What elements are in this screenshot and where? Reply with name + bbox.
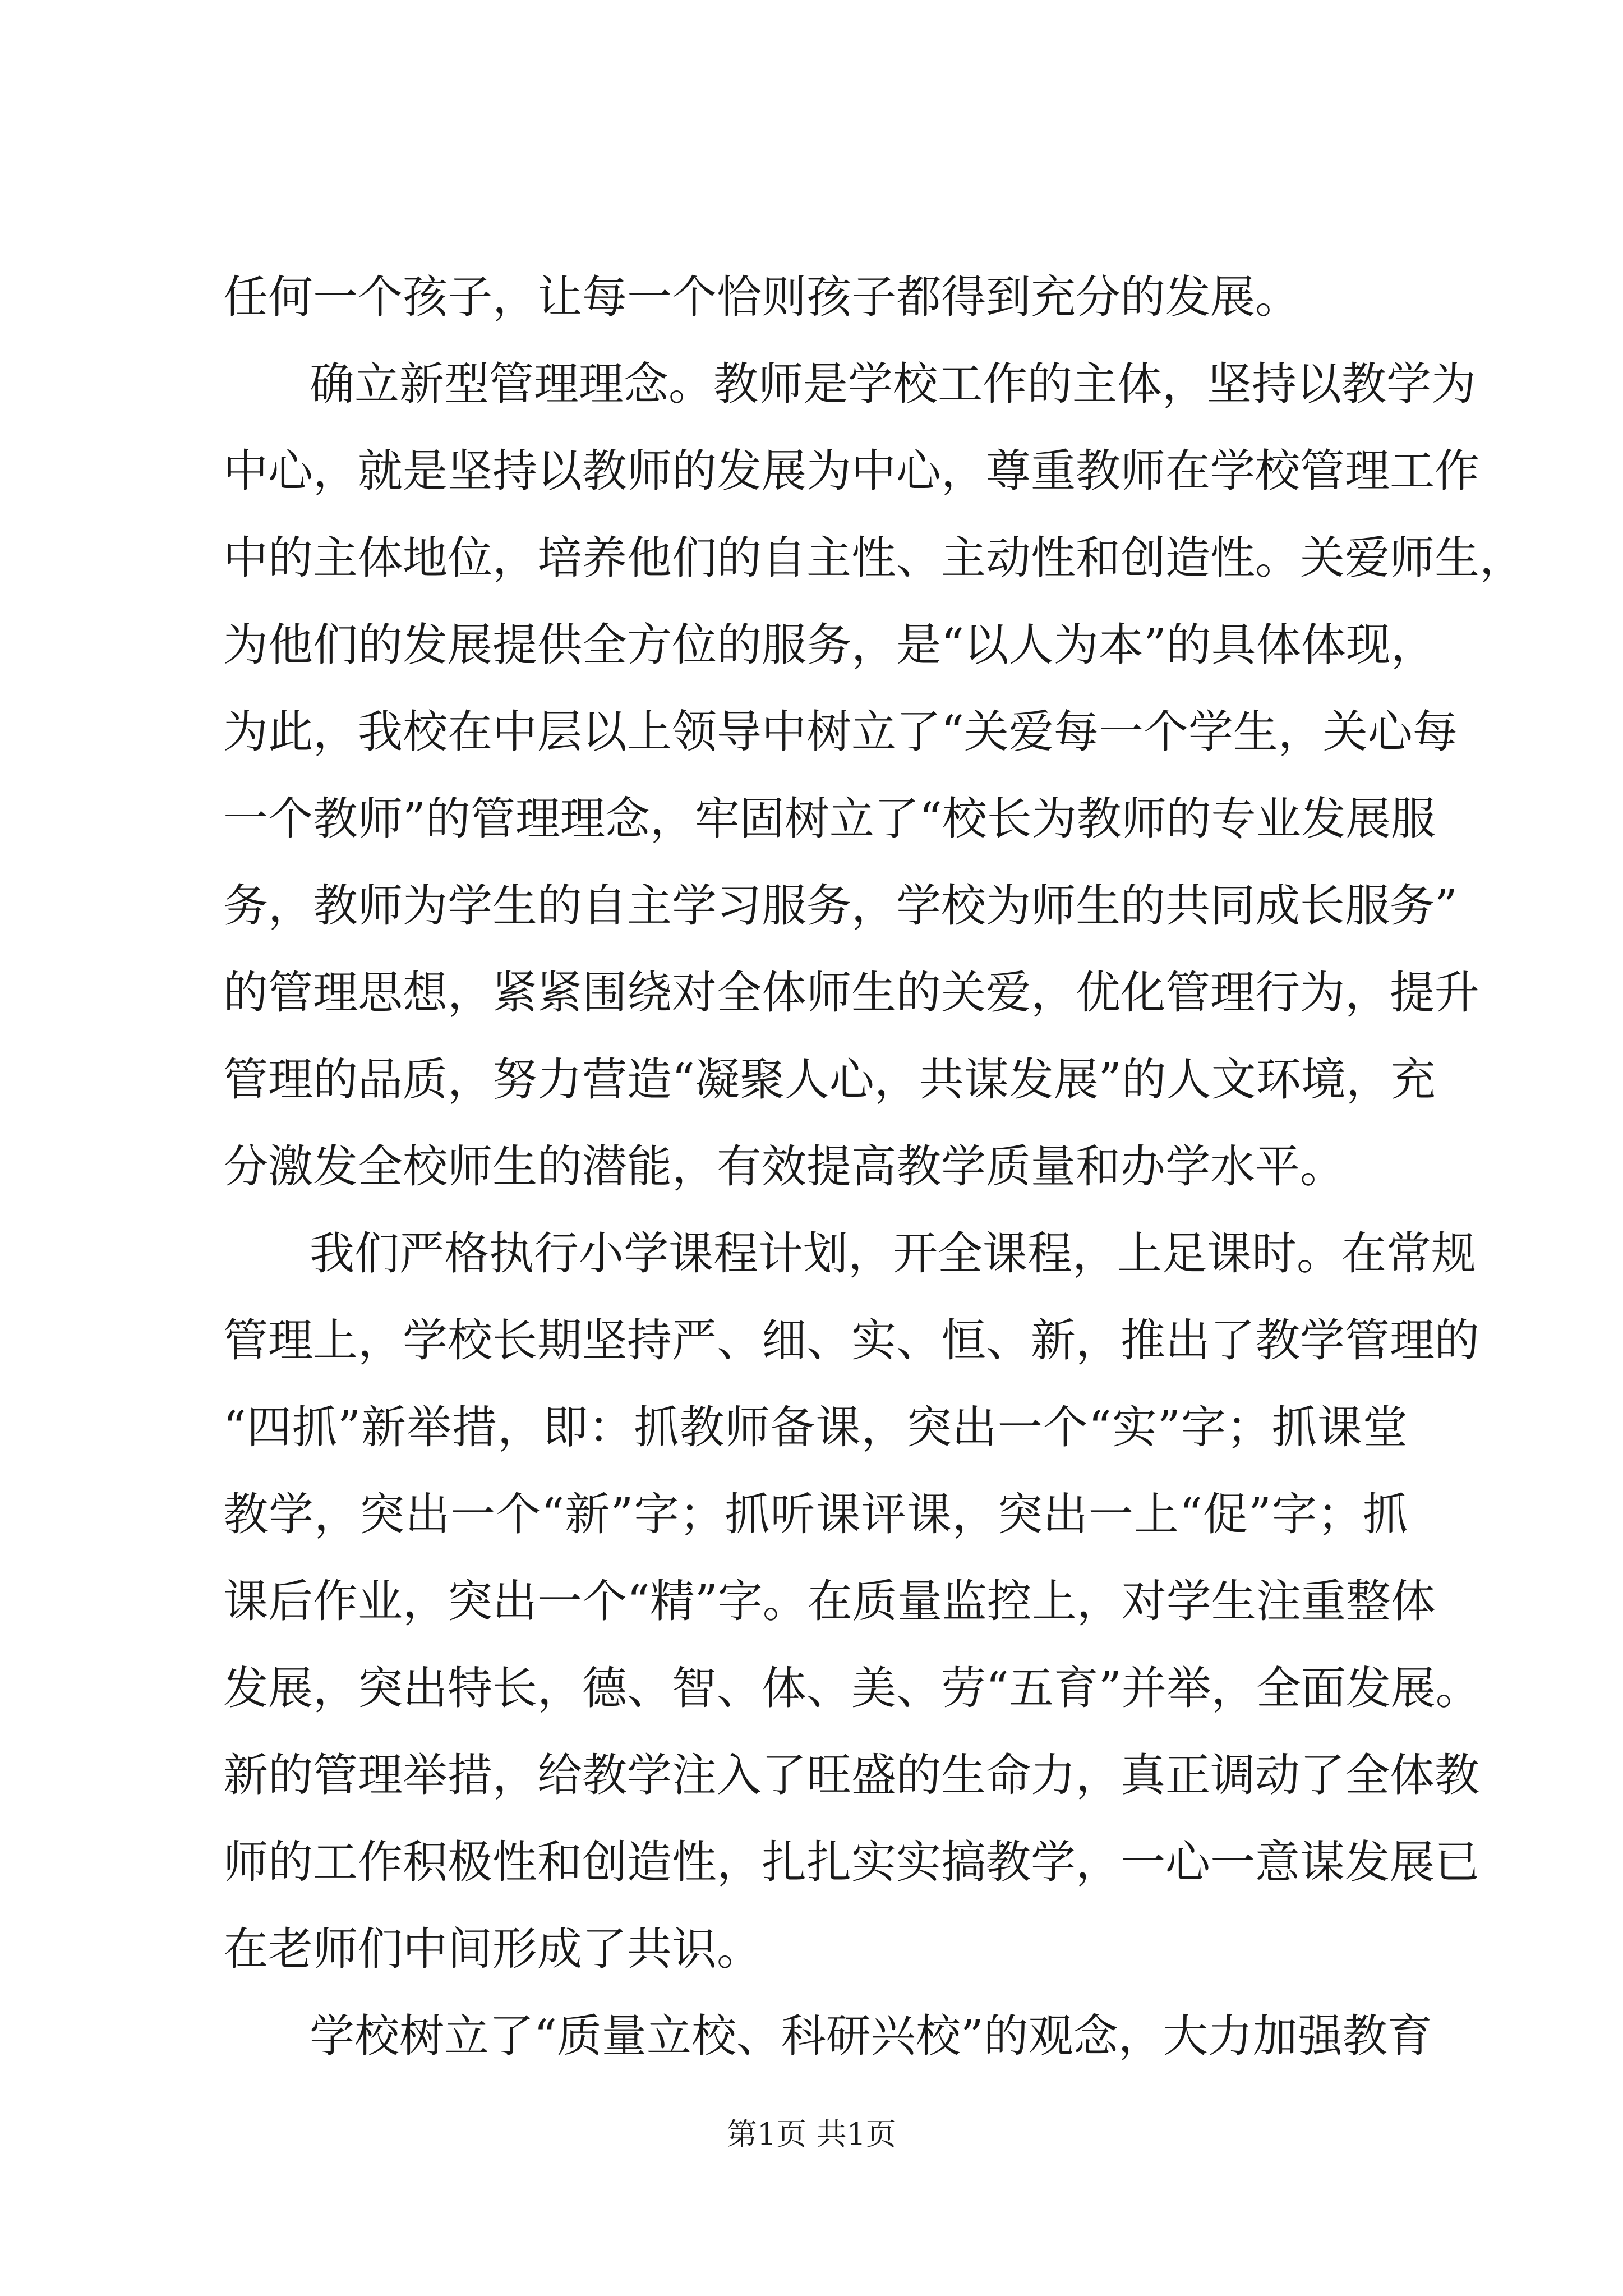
text-line: 分激发全校师生的潜能，有效提高教学质量和办学水平。 [223, 1140, 1345, 1193]
text-line: 师的工作积极性和创造性，扎扎实实搞教学，一心一意谋发展已 [223, 1836, 1479, 1888]
text-line: 管理的品质，努力营造“凝聚人心，共谋发展”的人文环境，充 [223, 1053, 1436, 1106]
text-line: 管理上，学校长期坚持严、细、实、恒、新，推出了教学管理的 [223, 1314, 1479, 1366]
text-line: 的管理思想，紧紧围绕对全体师生的关爱，优化管理行为，提升 [223, 967, 1479, 1019]
page-footer: 第1页 共1页 [727, 2116, 896, 2152]
text-line: 确立新型管理理念。教师是学校工作的主体，坚持以教学为 [310, 358, 1476, 410]
text-line: 中心，就是坚持以教师的发展为中心，尊重教师在学校管理工作 [223, 445, 1479, 497]
text-line: 中的主体地位，培养他们的自主性、主动性和创造性。关爱师生， [223, 532, 1524, 584]
text-line: 新的管理举措，给教学注入了旺盛的生命力，真正调动了全体教 [223, 1749, 1479, 1801]
text-line: 学校树立了“质量立校、科研兴校”的观念，大力加强教育 [310, 2010, 1432, 2062]
text-line: 教学，突出一个“新”字；抓听课评课，突出一上“促”字；抓 [223, 1488, 1408, 1540]
text-line: 发展，突出特长，德、智、体、美、劳“五育”并举，全面发展。 [223, 1662, 1481, 1714]
text-line: 为此，我校在中层以上领导中树立了“关爱每一个学生，关心每 [223, 706, 1458, 758]
text-line: 任何一个孩子，让每一个恰则孩子都得到充分的发展。 [223, 271, 1300, 323]
text-line: 我们严格执行小学课程计划，开全课程，上足课时。在常规 [310, 1227, 1476, 1280]
text-line: 课后作业，突出一个“精”字。在质量监控上，对学生注重整体 [223, 1575, 1436, 1627]
text-line: 为他们的发展提供全方位的服务，是“以人为本”的具体体现， [223, 619, 1436, 671]
text-line: 务，教师为学生的自主学习服务，学校为师生的共同成长服务” [223, 880, 1458, 932]
text-line: 一个教师”的管理理念，牢固树立了“校长为教师的专业发展服 [223, 793, 1436, 845]
text-line: 在老师们中间形成了共识。 [223, 1923, 762, 1975]
text-line: “四抓”新举措，即：抓教师备课，突出一个“实”字；抓课堂 [223, 1401, 1408, 1453]
